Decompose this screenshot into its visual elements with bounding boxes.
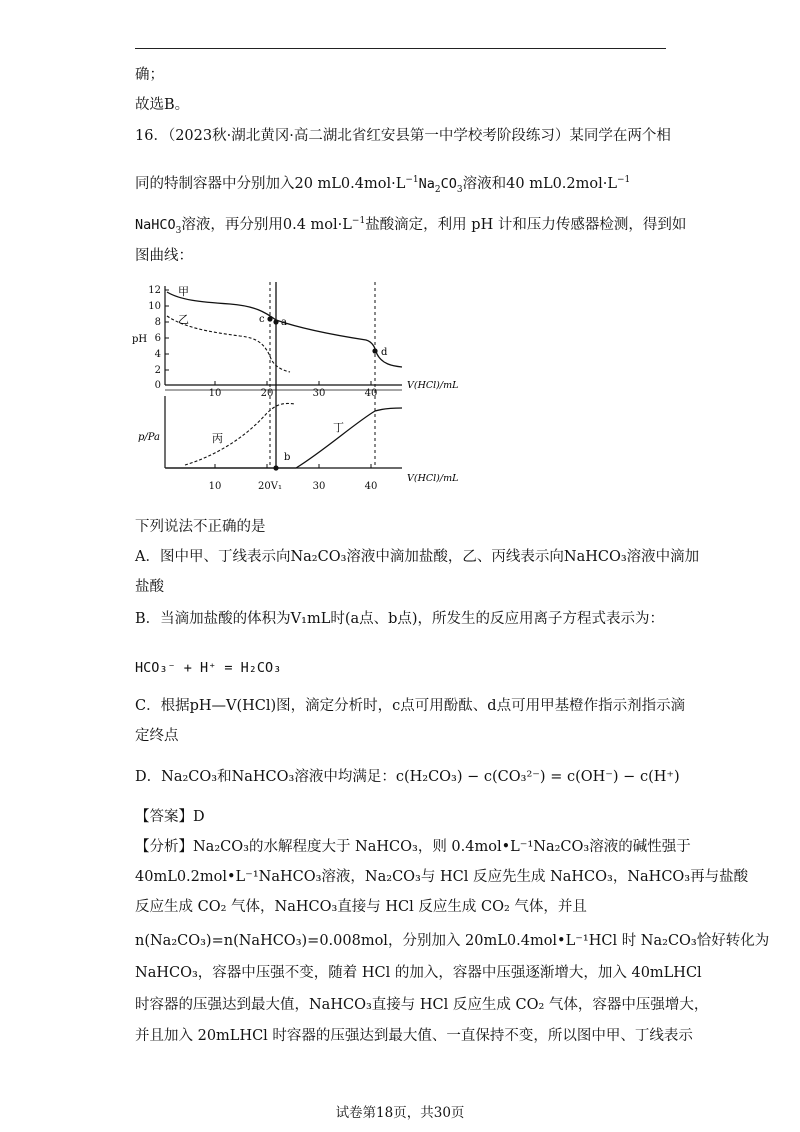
analysis-line: 【分析】Na₂CO₃的水解程度大于 NaHCO₃，则 0.4mol•L⁻¹Na₂CO₃溶液的碱性强于 [135,839,691,855]
text-line: 确； [135,67,164,83]
ylabel-pressure: p/Pa [138,432,161,443]
ytick-label: 4 [154,349,161,360]
xtick-label: 20 [260,388,274,399]
question-prompt: 下列说法不正确的是 [135,519,266,535]
analysis-line: n(Na₂CO₃)=n(NaHCO₃)=0.008mol，分别加入 20mL0.4mol•L⁻¹HCl 时 Na₂CO₃恰好转化为 [135,933,770,949]
question-header: 16．（2023秋·湖北黄冈·高二湖北省红安县第一中学校考阶段练习）某同学在两个相 [135,128,671,144]
option-b: B．当滴加盐酸的体积为V₁mL时(a点、b点)，所发生的反应用离子方程式表示为： [135,611,665,627]
ytick-label: 0 [154,380,161,391]
xtick-label: 40 [364,481,378,492]
ytick-label: 6 [154,333,161,344]
titration-figure [130,278,465,493]
xtick-label: 40 [364,388,378,399]
answer: 【答案】D [135,809,205,825]
option-d: D．Na₂CO₃和NaHCO₃溶液中均满足：c(H₂CO₃) − c(CO₃²⁻) = c(OH⁻) − c(H⁺) [135,769,680,785]
ytick-label: 2 [154,365,161,376]
ytick-label: 10 [148,301,161,312]
ytick-label: 8 [154,317,161,328]
xtick-label: 30 [312,481,326,492]
page-footer: 试卷第18页，共30页 [335,1105,465,1121]
xtick-label: 30 [312,388,326,399]
xtick-label: 10 [208,388,222,399]
point-d: d [381,347,388,358]
xlabel-bottom: V(HCl)/mL [407,473,459,484]
xtick-label: 20V₁ [258,481,282,492]
header-rule [135,48,666,49]
point-b: b [284,452,291,463]
xtick-label: 10 [208,481,222,492]
option-a: A．图中甲、丁线表示向Na₂CO₃溶液中滴加盐酸，乙、丙线表示向NaHCO₃溶液中滴加 [135,549,700,565]
analysis-line: 反应生成 CO₂ 气体，NaHCO₃直接与 HCl 反应生成 CO₂ 气体，并且 [135,899,587,915]
xlabel-top: V(HCl)/mL [407,380,459,391]
question-line: NaHCO$_3$溶液，再分别用0.4 $mol\cdot L^{-1}$盐酸滴定，利用 pH 计和压力传感器检测，得到如 [135,216,687,236]
curve-label-bing: 丙 [212,432,223,445]
curve-label-ding: 丁 [333,421,344,434]
question-line: 同的特制容器中分别加入20 $mL0.4mol\cdot L^{-1}Na_2CO_3$溶液和40 $mL0.2mol\cdot L^{-1}$ [135,175,631,195]
curve-label-jia: 甲 [178,285,189,298]
analysis-line: NaHCO₃，容器中压强不变，随着 HCl 的加入，容器中压强逐渐增大，加入 40mLHCl [135,965,702,981]
option-b-equation: HCO₃⁻ + H⁺ = H₂CO₃ [135,660,282,676]
ytick-label: 12 [148,285,161,296]
text-line: 故选B。 [135,97,190,113]
curve-label-yi: 乙 [178,313,189,326]
option-c-cont: 定终点 [135,728,179,744]
question-line: 图曲线： [135,248,193,264]
option-a-cont: 盐酸 [135,579,164,595]
analysis-line: 并且加入 20mLHCl 时容器的压强达到最大值、一直保持不变，所以图中甲、丁线表示 [135,1028,693,1044]
point-a: a [281,317,287,328]
analysis-line: 40mL0.2mol•L⁻¹NaHCO₃溶液，Na₂CO₃与 HCl 反应先生成 NaHCO₃，NaHCO₃再与盐酸 [135,869,749,885]
point-c: c [259,314,265,325]
analysis-line: 时容器的压强达到最大值，NaHCO₃直接与 HCl 反应生成 CO₂ 气体，容器中压强增大， [135,997,709,1013]
ylabel-ph: pH [132,334,148,345]
option-c: C．根据pH—V(HCl)图，滴定分析时，c点可用酚酞、d点可用甲基橙作指示剂指示滴 [135,698,686,714]
